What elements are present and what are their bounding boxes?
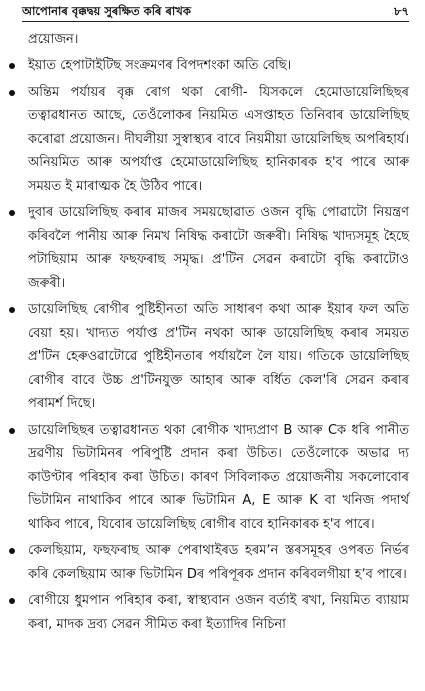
- list-item: [28, 201, 409, 295]
- bullet-icon: [9, 428, 15, 434]
- list-item: [28, 539, 409, 586]
- page-number: ৮৭: [394, 4, 409, 18]
- list-item: [28, 54, 409, 78]
- continued-text: প্ৰয়োজন।: [28, 32, 79, 47]
- bullet-icon: [9, 63, 15, 69]
- list-item-text: ডায়েলিছিছৰ তত্বাৱধানত থকা ৰোগীক খাদ্যপ্ৰাণ B আৰু Cক ধৰি পানীত দ্ৰৱণীয় ভিটামিনৰ পৰিপুষ্টি প্ৰদান কৰা উচিত। তেওঁলোকে অভাৱ দ্য কাউণ্টাৰ পৰিহাৰ কৰা উচিত। কাৰণ সিবিলাকত প্ৰয়োজনীয় সকলোবোৰ ভিটামিন নাথাকিব পাৰে আৰু ভিটামিন A, E আৰু K বা খনিজ পদাৰ্থ থাকিব পাৰে, যিবোৰ ডায়েলিছিছ ৰোগীৰ বাবে হানিকাৰক হ'ব পাৰে।: [28, 422, 410, 532]
- list-item-text: কেলছিয়াম, ফছফৰাছ আৰু পেৰাথাইৰড হৰমʼন স্তৰসমূহৰ ওপৰত নিৰ্ভৰ কৰি কেলছিয়াম আৰু ভিটামিন Dৰ পৰিপূৰক প্ৰদান কৰিবলগীয়া হʼব পাৰে।: [28, 543, 409, 582]
- list-item-text: অন্তিম পৰ্যায়ৰ বৃক্ক ৰোগ থকা ৰোগী- যিসকলে হেমোডায়েলিছিছৰ তত্বাৱধানত আছে, তেওঁলোকৰ নিয়মিত এসপ্তাহত তিনিবাৰ ডায়েলিছিছ কৰোৱা প্ৰয়োজন। দীঘলীয়া সুস্বাস্থ্যৰ বাবে নিয়মীয়া ডায়েলিছিছ অপৰিহাৰ্য। অনিয়মিত আৰু অপৰ্যাপ্ত হেমোডায়েলিছিছ হানিকাৰক হ'ব পাৰে আৰু সময়ত ই মাৰাত্মক হৈ উঠিব পাৰে।: [28, 84, 409, 194]
- list-item-text: ডায়েলিছিছ ৰোগীৰ পুষ্টিহীনতা অতি সাধাৰণ কথা আৰু ইয়াৰ ফল অতি বেয়া হয়। খাদ্যত পৰ্যাপ্ত প্ৰ'টিন নথকা আৰু ডায়েলিছিছ কৰাৰ সময়ত প্ৰ'টিন হেৰুওৱাটোৱে পুষ্টিহীনতাৰ পৰ্যায়লৈ লৈ যায়। গতিকে ডায়েলিছিছ ৰোগীৰ বাবে উচ্চ প্ৰ'টিনযুক্ত আহাৰ আৰু বৰ্ধিত কেল'ৰি সেৱন কৰাৰ পৰামৰ্শ দিছে।: [28, 302, 409, 411]
- list-item-text: ৰোগীয়ে ধুমপান পৰিহাৰ কৰা, স্বাস্থ্যবান ওজন বৰ্তাই ৰখা, নিয়মিত ব্যায়াম কৰা, মাদক দ্ৰব্য সেৱন সীমিত কৰা ইত্যাদিৰ নিচিনা: [28, 593, 409, 632]
- bullet-icon: [9, 548, 15, 554]
- list-item-text: ইয়াত হেপাটাইটিছ সংক্ৰমণৰ বিপদশংকা অতি বেছি।: [28, 58, 292, 73]
- list-item-text: দুবাৰ ডায়েলিছিছ কৰাৰ মাজৰ সময়ছোৱাত ওজন বৃদ্ধি পোৱাটো নিয়ন্ত্ৰণ কৰিবলৈ পানীয় আৰু নিমখ নিষিদ্ধ কৰাটো জৰুৰী। নিষিদ্ধ খাদ্যসমূহ হৈছে পটাছিয়াম আৰু ফছফৰাছ সমৃদ্ধ। প্ৰ'টিন সেৱন কৰাটো বৃদ্ধি কৰাটোও জৰুৰী।: [28, 205, 409, 291]
- bullet-list: [28, 54, 409, 636]
- list-item: [28, 298, 409, 416]
- bullet-icon: [9, 598, 15, 604]
- list-item: [28, 419, 409, 537]
- running-title: আপোনাৰ বৃক্কদ্বয় সুৰক্ষিত কৰি ৰাখক: [22, 4, 191, 18]
- bullet-icon: [9, 90, 15, 96]
- list-item: [28, 589, 409, 636]
- bullet-icon: [9, 307, 15, 313]
- page-header: [22, 0, 409, 22]
- body-text: [28, 28, 409, 636]
- bullet-icon: [9, 210, 15, 216]
- list-item: [28, 81, 409, 199]
